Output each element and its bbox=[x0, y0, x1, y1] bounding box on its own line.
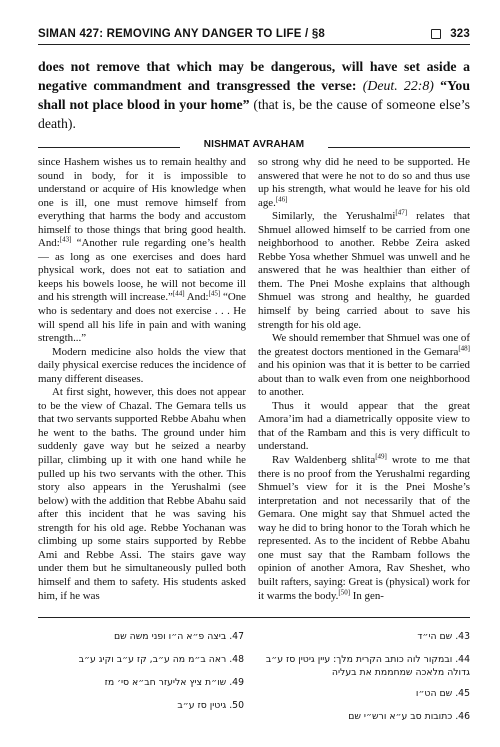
right-column bbox=[258, 156, 470, 603]
footnotes-left bbox=[38, 630, 244, 722]
left-column bbox=[38, 156, 246, 603]
page-number-area bbox=[431, 28, 470, 40]
footnote: 49. שו״ת ציץ אליעזר חב״א סי׳ מז bbox=[104, 677, 244, 688]
footnote: 45. שם הט״ו bbox=[415, 688, 470, 699]
footnote: 43. שם הי״ד bbox=[417, 631, 470, 642]
main-text: does not remove that which may be dangerous, will have set aside a negative commandment and transgressed the verse: (Deut. 22:8) “You shall not place blood in your home” (that is, be the cause of someone else’s death). bbox=[38, 59, 471, 131]
running-header bbox=[38, 26, 470, 45]
footnotes-right bbox=[262, 630, 470, 733]
footnote: 44. ובמקור לוה כותב הקרית מלך: עיין גיטין סז ע״ב גדולה מלאכה שמחממת את בעליה bbox=[265, 654, 470, 678]
paragraph: Thus it would appear that the great Amora’im had a diametrically opposite view to that of the Rambam and this is very difficult to understand. bbox=[258, 399, 470, 453]
paragraph: At first sight, however, this does not appear to be the view of Chazal. The Gemara tells us that two servants supported Rebbe Abahu when he went to the baths. The ground under him suddenly gave way but he seized a nearby pillar, climbing up it with one hand while he pulled up his two servants with the other. This story also appears in the Yerushalmi (see below) with the addition that Rebbe Abahu said after this incident that he was saving his strength for his old age. Rebbe Yochanan was climbing up some stairs supported by Rebbe Ami and Rebbe Assi. The stairs gave way under them but he simultaneously pulled both himself and them to safety. His students asked him, if he was bbox=[38, 386, 246, 602]
footnote-rule bbox=[38, 617, 470, 618]
footnote: 48. ראה ב״מ מה ע״ב, קז ע״ב וקיג ע״ב bbox=[78, 654, 244, 665]
section-divider bbox=[38, 139, 470, 155]
page-number: 323 bbox=[450, 28, 470, 40]
footnote: 50. גיטין סז ע״ב bbox=[177, 700, 244, 711]
footnote: 47. ביצה פ״א ה״ו ופני משה שם bbox=[113, 631, 244, 642]
paragraph: Modern medicine also holds the view that daily physical exercise reduces the incidence of many different diseases. bbox=[38, 345, 246, 385]
paragraph: so strong why did he need to be supported. He answered that were he not to do so and thus use up his strength, what would he leave for his old age.[46] bbox=[258, 156, 470, 209]
paragraph: Similarly, the Yerushalmi[47] relates that Shmuel allowed himself to be carried from one neighborhood to another. Rebbe Zeira asked Rebbe Yosa whether Shmuel was unwell and he answered that he was healthier than either of them. The Pnei Moshe explains that although Shmuel was strong and healthy, he guarded himself by being carried about to save his strength for his old age. bbox=[258, 208, 470, 331]
paragraph: Rav Waldenberg shlita[49] wrote to me that there is no proof from the Yerushalmi regarding Shmuel’s view for it is the Pnei Moshe’s interpretation and not necessarily that of the Gemara. One might say that Shmuel acted the way he did to bring honor to the Torah which he represented. As to the incident of Rebbe Abahu one must say that the Rambam follows the opinion of another Amora, Rav Sheshet, who built rafters, saying: Great is (physical) work for it warms the body.[50] In gen- bbox=[258, 452, 471, 602]
footnote: 46. כתובות סב ע״א ורש״י שם bbox=[348, 711, 470, 722]
paragraph: since Hashem wishes us to remain healthy and sound in body, for it is impossible to understand or acquire of His knowledge when one is ill, one must remove himself from everything that harms the body and accustom himself to those things that bring good health. And:[43] “Another rule regarding one’s health — as long as one exercises and does hard physical work, does not eat to satiation and keeps his bowels loose, he will not become ill and his strength will increase.”[44] And:[45] “One who is sedentary and does not exercise . . . He will spend all his life in pain and with waning strength...” bbox=[38, 156, 246, 345]
running-title: SIMAN 427: REMOVING ANY DANGER TO LIFE / §8 bbox=[38, 28, 326, 40]
box-icon bbox=[431, 29, 441, 39]
divider-label: NISHMAT AVRAHAM bbox=[203, 139, 305, 150]
paragraph: We should remember that Shmuel was one of the greatest doctors mentioned in the Gemara[48] and his opinion was that it is better to be carried about than to walk even from one neighborhood to another. bbox=[258, 332, 470, 399]
